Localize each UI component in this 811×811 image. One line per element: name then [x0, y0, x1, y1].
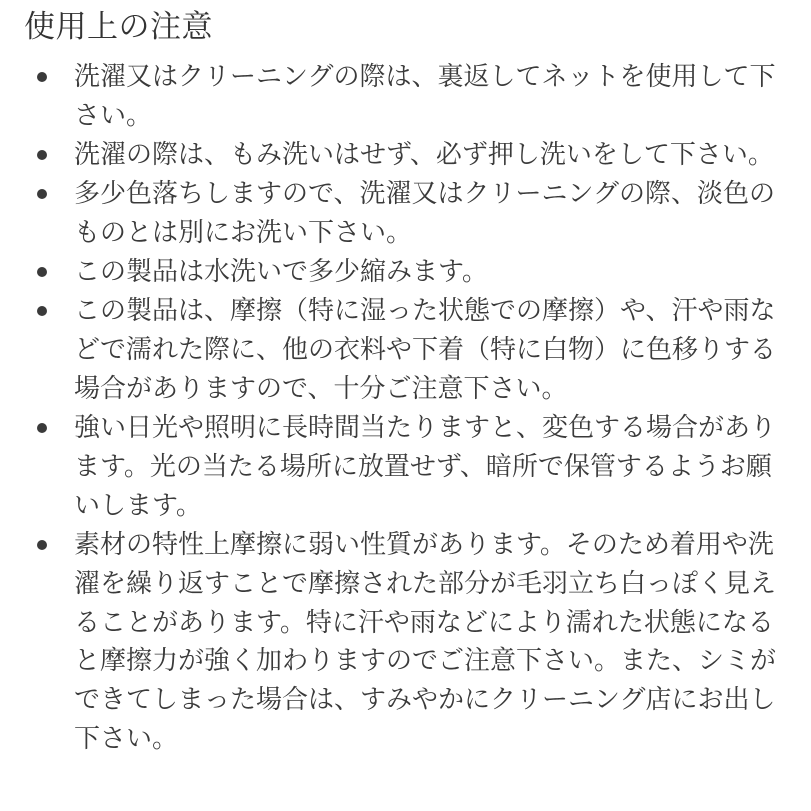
notice-title: 使用上の注意 — [24, 9, 213, 45]
list-item-text: この製品は、摩擦（特に湿った状態での摩擦）や、汗や雨などで濡れた際に、他の衣料や下着（特に白物）に色移りする場合がありますので、十分ご注意下さい。 — [74, 296, 777, 404]
list-item — [0, 58, 811, 136]
list-item — [0, 136, 811, 175]
list-item-text: 洗濯の際は、もみ洗いはせず、必ず押し洗いをして下さい。 — [74, 139, 774, 170]
bullet-icon — [37, 189, 47, 199]
list-item-text: 素材の特性上摩擦に弱い性質があります。そのため着用や洗濯を繰り返すことで摩擦された部分が毛羽立ち白っぽく見えることがあります。特に汗や雨などにより濡れた状態になると摩擦力が強く加わりますのでご注意下さい。また、シミができてしまった場合は、すみやかにクリーニング店にお出し下さい。 — [74, 529, 777, 754]
list-item — [0, 175, 811, 253]
list-item-text: この製品は水洗いで多少縮みます。 — [74, 257, 488, 288]
list-item — [0, 253, 811, 292]
list-item-text: 洗濯又はクリーニングの際は、裏返してネットを使用して下さい。 — [74, 62, 776, 131]
list-item — [0, 292, 811, 408]
list-item-text: 多少色落ちしますので、洗濯又はクリーニングの際、淡色のものとは別にお洗い下さい。 — [74, 179, 775, 248]
bullet-icon — [37, 423, 47, 433]
bullet-icon — [37, 267, 47, 277]
bullet-icon — [37, 150, 47, 160]
notice-list — [0, 58, 811, 759]
bullet-icon — [37, 540, 47, 550]
bullet-icon — [37, 72, 47, 82]
list-item-text: 強い日光や照明に長時間当たりますと、変色する場合があります。光の当たる場所に放置せず、暗所で保管するようお願いします。 — [74, 413, 777, 521]
list-item — [0, 526, 811, 759]
list-item — [0, 409, 811, 525]
bullet-icon — [37, 306, 47, 316]
